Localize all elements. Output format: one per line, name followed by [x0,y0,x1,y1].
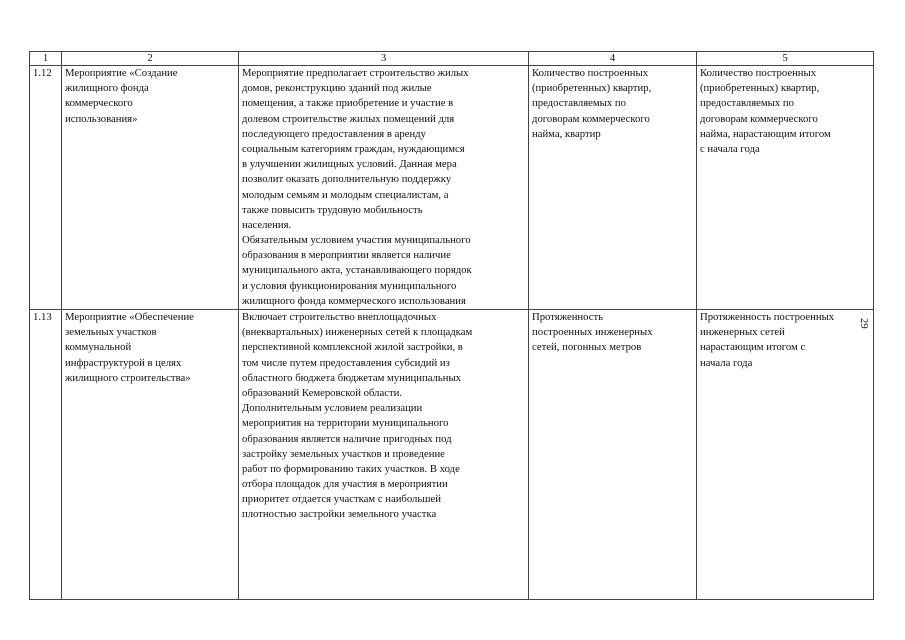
calculation-method: Количество построенных (приобретенных) квартир, предоставляемых по договорам коммерческого найма, нарастающим итогом с начала года [697,66,874,310]
row-number: 1.13 [30,310,62,600]
row-number: 1.12 [30,66,62,310]
event-name: Мероприятие «Создание жилищного фонда коммерческого использования» [62,66,239,310]
indicator-name: Протяженность построенных инженерных сетей, погонных метров [529,310,697,600]
header-col-5: 5 [697,52,874,66]
header-col-1: 1 [30,52,62,66]
header-col-4: 4 [529,52,697,66]
event-description: Включает строительство внеплощадочных (внеквартальных) инженерных сетей к площадкам перспективной комплексной жилой застройки, в том числе путем предоставления субсидий из областного бюджета бюджетам муниципальных образований Кемеровской области. Дополнительным условием реализации мероприятия на территории муниципального образования является наличие пригодных под застройку земельных участков и проведение работ по формированию таких участков. В ходе отбора площадок для участия в мероприятии приоритет отдается участкам с наибольшей плотностью застройки земельного участка [239,310,529,600]
header-col-2: 2 [62,52,239,66]
header-row [30,52,874,66]
header-col-3: 3 [239,52,529,66]
event-name: Мероприятие «Обеспечение земельных участков коммунальной инфраструктурой в целях жилищного строительства» [62,310,239,600]
event-description: Мероприятие предполагает строительство жилых домов, реконструкцию зданий под жилые помещения, а также приобретение и участие в долевом строительстве жилых помещений для последующего предоставления в аренду социальным категориям граждан, нуждающимся в улучшении жилищных условий. Данная мера позволит оказать дополнительную поддержку молодым семьям и молодым специалистам, а также повысить трудовую мобильность населения. Обязательным условием участия муниципального образования в мероприятии является наличие муниципального акта, устанавливающего порядок и условия функционирования муниципального жилищного фонда коммерческого использования [239,66,529,310]
table-row [30,310,874,600]
measures-table [29,51,874,600]
page-number: 29 [858,318,870,329]
calculation-method: Протяженность построенных инженерных сетей нарастающим итогом с начала года [697,310,874,600]
indicator-name: Количество построенных (приобретенных) квартир, предоставляемых по договорам коммерческого найма, квартир [529,66,697,310]
table-row [30,66,874,310]
